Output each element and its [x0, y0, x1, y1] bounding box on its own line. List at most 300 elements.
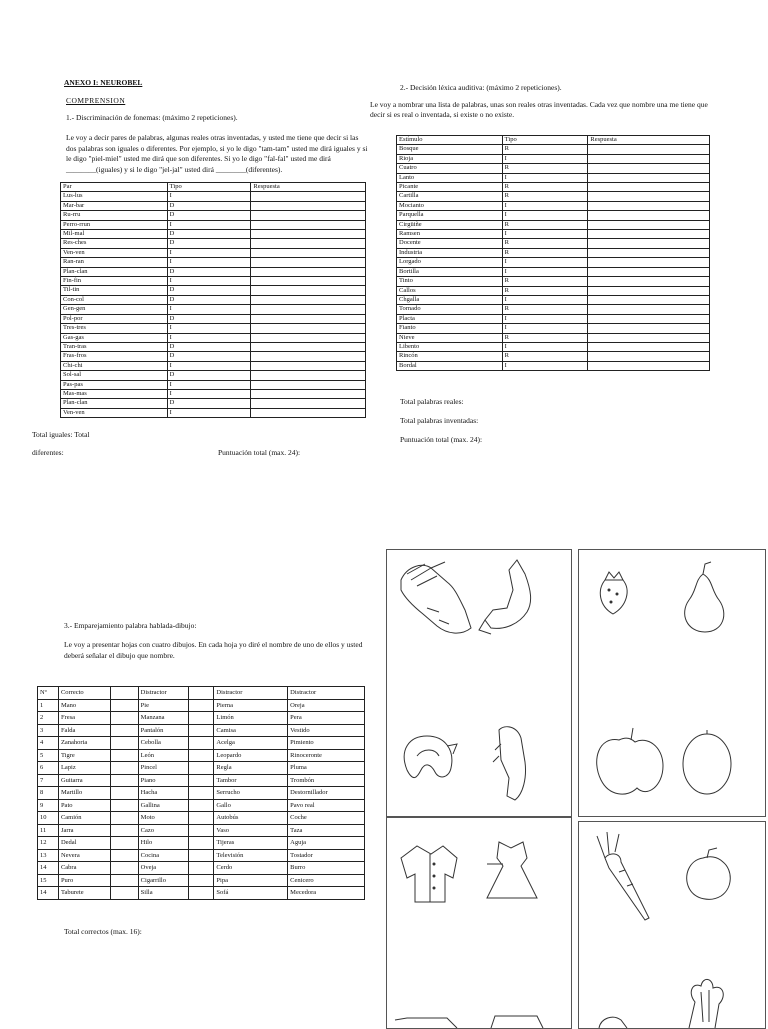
table-cell: Rioja [397, 154, 503, 163]
response-cell[interactable] [251, 399, 366, 408]
table-cell: Lorgado [397, 258, 503, 267]
stimulus-row [397, 342, 710, 351]
phoneme-row [61, 258, 366, 267]
table-cell: Autobús [214, 812, 288, 825]
stimulus-row [397, 286, 710, 295]
response-cell[interactable] [251, 380, 366, 389]
response-cell[interactable] [251, 408, 366, 417]
response-cell[interactable] [110, 699, 138, 712]
table-cell: 4 [38, 737, 59, 750]
table-cell: Mano [58, 699, 110, 712]
table-cell: 6 [38, 762, 59, 775]
response-cell[interactable] [110, 787, 138, 800]
response-cell[interactable] [251, 314, 366, 323]
table-cell: León [138, 749, 188, 762]
response-cell[interactable] [251, 389, 366, 398]
table-cell: Oreja [288, 699, 365, 712]
table-cell: I [167, 305, 251, 314]
response-cell[interactable] [588, 173, 710, 182]
phoneme-row [61, 192, 366, 201]
response-cell[interactable] [588, 352, 710, 361]
table-cell: Ramsen [397, 230, 503, 239]
table-cell: Destornillador [288, 787, 365, 800]
table-cell: Oveja [138, 862, 188, 875]
stimulus-row [397, 352, 710, 361]
response-cell[interactable] [188, 874, 214, 887]
response-cell[interactable] [588, 361, 710, 370]
response-cell[interactable] [588, 333, 710, 342]
table-cell: Coche [288, 812, 365, 825]
table-cell: Gallo [214, 799, 288, 812]
table-cell: 9 [38, 799, 59, 812]
phoneme-row [61, 399, 366, 408]
table-cell: Res-ches [61, 239, 168, 248]
response-cell[interactable] [251, 305, 366, 314]
table-cell: Falda [58, 724, 110, 737]
picture-sheet-clothes [386, 817, 572, 1029]
picture-item-row [38, 737, 365, 750]
table-header-cell: Tipo [167, 183, 251, 192]
picture-item-row [38, 749, 365, 762]
table-cell: Fras-fros [61, 352, 168, 361]
table-cell: Mecedora [288, 887, 365, 900]
response-cell[interactable] [588, 183, 710, 192]
response-cell[interactable] [588, 211, 710, 220]
table-header-cell: Correcto [58, 687, 110, 700]
table-cell: R [502, 248, 588, 257]
table-cell: R [502, 164, 588, 173]
response-cell[interactable] [251, 267, 366, 276]
table-cell: Tran-tras [61, 342, 168, 351]
table-cell: Til-tin [61, 286, 168, 295]
picture-item-row [38, 774, 365, 787]
table-cell: I [167, 277, 251, 286]
table-cell: R [502, 286, 588, 295]
response-cell[interactable] [188, 862, 214, 875]
picture-item-row [38, 799, 365, 812]
response-cell[interactable] [588, 295, 710, 304]
table-cell: Pimiento [288, 737, 365, 750]
total-inventadas: Total palabras inventadas: [400, 416, 479, 425]
table-cell: Moto [138, 812, 188, 825]
response-cell[interactable] [110, 874, 138, 887]
table-cell: I [167, 324, 251, 333]
phoneme-row [61, 220, 366, 229]
stimulus-row [397, 183, 710, 192]
table-cell: D [167, 295, 251, 304]
response-cell[interactable] [251, 342, 366, 351]
response-cell[interactable] [251, 286, 366, 295]
table-cell: Chgalla [397, 295, 503, 304]
response-cell[interactable] [188, 837, 214, 850]
phoneme-row [61, 408, 366, 417]
table-cell: 7 [38, 774, 59, 787]
table-header-cell: Respuesta [588, 136, 710, 145]
response-cell[interactable] [110, 774, 138, 787]
table-cell: Regla [214, 762, 288, 775]
response-cell[interactable] [588, 154, 710, 163]
table-cell: R [502, 239, 588, 248]
picture-item-row [38, 849, 365, 862]
stimulus-row [397, 173, 710, 182]
table-cell: Vestido [288, 724, 365, 737]
table-cell: Manzana [138, 712, 188, 725]
table-cell: I [167, 389, 251, 398]
table-cell: R [502, 183, 588, 192]
table-cell: I [502, 230, 588, 239]
stimulus-row [397, 201, 710, 210]
response-cell[interactable] [251, 352, 366, 361]
table-cell: Hacha [138, 787, 188, 800]
response-cell[interactable] [588, 305, 710, 314]
response-cell[interactable] [110, 724, 138, 737]
table-cell: Sofá [214, 887, 288, 900]
annex-title: ANEXO I: NEUROBEL [64, 78, 143, 87]
response-cell[interactable] [188, 749, 214, 762]
response-cell[interactable] [588, 286, 710, 295]
table-cell: Leopardo [214, 749, 288, 762]
table-cell: Rinoceronte [288, 749, 365, 762]
response-cell[interactable] [110, 762, 138, 775]
table-cell: 2 [38, 712, 59, 725]
response-cell[interactable] [188, 762, 214, 775]
response-cell[interactable] [110, 737, 138, 750]
table-cell: Limón [214, 712, 288, 725]
picture-sheet-body-parts [386, 549, 572, 817]
response-cell[interactable] [188, 812, 214, 825]
response-cell[interactable] [251, 295, 366, 304]
table-cell: Gallina [138, 799, 188, 812]
table-cell: D [167, 352, 251, 361]
response-cell[interactable] [588, 220, 710, 229]
table-cell: Mil-mal [61, 230, 168, 239]
response-cell[interactable] [588, 248, 710, 257]
response-cell[interactable] [588, 145, 710, 154]
phoneme-row [61, 239, 366, 248]
table-cell: Mas-mas [61, 389, 168, 398]
table-cell: Pipa [214, 874, 288, 887]
table-cell: Cocina [138, 849, 188, 862]
stimulus-row [397, 333, 710, 342]
response-cell[interactable] [110, 887, 138, 900]
table-cell: D [167, 211, 251, 220]
response-cell[interactable] [588, 314, 710, 323]
table-cell: Fresa [58, 712, 110, 725]
table-header-cell: Respuesta [251, 183, 366, 192]
leg-drawing [479, 560, 531, 634]
table-cell: Tambor [214, 774, 288, 787]
table-cell: Mar-bar [61, 201, 168, 210]
section3-title: 3.- Emparejamiento palabra hablada-dibujo: [64, 621, 197, 630]
response-cell[interactable] [188, 699, 214, 712]
table-cell: Cirgüiñe [397, 220, 503, 229]
response-cell[interactable] [251, 371, 366, 380]
table-cell: Picante [397, 183, 503, 192]
dress-drawing [487, 842, 537, 898]
table-cell: R [502, 305, 588, 314]
table-cell: Bortilla [397, 267, 503, 276]
table-cell: Taza [288, 824, 365, 837]
response-cell[interactable] [110, 712, 138, 725]
response-cell[interactable] [188, 824, 214, 837]
picture-item-row [38, 887, 365, 900]
response-cell[interactable] [588, 258, 710, 267]
table-cell: D [167, 239, 251, 248]
phoneme-row [61, 201, 366, 210]
stimulus-row [397, 239, 710, 248]
table-cell: R [502, 277, 588, 286]
table-cell: Nevera [58, 849, 110, 862]
response-cell[interactable] [110, 849, 138, 862]
table-cell: I [167, 361, 251, 370]
stimulus-row [397, 277, 710, 286]
section1-score: Puntuación total (max. 24): [218, 448, 301, 457]
table-cell: Cuatro [397, 164, 503, 173]
stimulus-row [397, 230, 710, 239]
phoneme-row [61, 286, 366, 295]
pepper-drawing [687, 848, 731, 899]
table-cell: Aguja [288, 837, 365, 850]
table-cell: I [502, 267, 588, 276]
table-cell: I [167, 258, 251, 267]
table-cell: D [167, 314, 251, 323]
total-iguales: Total iguales: Total [32, 430, 90, 439]
table-cell: Sol-sal [61, 371, 168, 380]
response-cell[interactable] [188, 724, 214, 737]
response-cell[interactable] [188, 774, 214, 787]
table-cell: Camisa [214, 724, 288, 737]
table-cell: Plan-clan [61, 399, 168, 408]
response-cell[interactable] [251, 192, 366, 201]
stimulus-row [397, 258, 710, 267]
pear-drawing [685, 562, 724, 632]
table-cell: Mocianto [397, 201, 503, 210]
carrot-drawing [597, 832, 649, 920]
total-correctos: Total correctos (max. 16): [64, 927, 142, 936]
table-header-cell: Par [61, 183, 168, 192]
table-header-row [397, 136, 710, 145]
table-cell: Cerdo [214, 862, 288, 875]
table-cell: Bordal [397, 361, 503, 370]
picture-matching-table [37, 686, 365, 900]
stimulus-row [397, 145, 710, 154]
table-cell: Cabra [58, 862, 110, 875]
table-cell: Lus-lus [61, 192, 168, 201]
table-cell: Vaso [214, 824, 288, 837]
table-cell: Lapiz [58, 762, 110, 775]
table-cell: R [502, 145, 588, 154]
response-cell[interactable] [251, 220, 366, 229]
table-cell: Docente [397, 239, 503, 248]
response-cell[interactable] [188, 712, 214, 725]
table-cell: Puro [58, 874, 110, 887]
phoneme-row [61, 333, 366, 342]
stimulus-row [397, 154, 710, 163]
table-cell: I [167, 220, 251, 229]
response-cell[interactable] [110, 824, 138, 837]
table-cell: Gen-gen [61, 305, 168, 314]
response-cell[interactable] [251, 333, 366, 342]
response-cell[interactable] [188, 799, 214, 812]
response-cell[interactable] [188, 887, 214, 900]
table-cell: Placta [397, 314, 503, 323]
table-cell: Tigre [58, 749, 110, 762]
table-header-cell: Tipo [502, 136, 588, 145]
response-cell[interactable] [588, 230, 710, 239]
section2-instructions: Le voy a nombrar una lista de palabras, unas son reales otras inventadas. Cada vez que nombre una me tiene que decir si es real o inventada, si existe o no existe. [370, 100, 708, 119]
table-header-cell [110, 687, 138, 700]
table-cell: I [502, 361, 588, 370]
picture-item-row [38, 699, 365, 712]
table-cell: 3 [38, 724, 59, 737]
table-cell: I [502, 342, 588, 351]
response-cell[interactable] [588, 164, 710, 173]
section2-title: 2.- Decisión léxica auditiva: (máximo 2 repeticiones). [400, 83, 562, 92]
table-header-cell: Distractor [214, 687, 288, 700]
table-cell: 12 [38, 837, 59, 850]
table-cell: Pas-pas [61, 380, 168, 389]
table-cell: Guitarra [58, 774, 110, 787]
response-cell[interactable] [251, 324, 366, 333]
response-cell[interactable] [188, 787, 214, 800]
table-cell: R [502, 352, 588, 361]
table-cell: Cigarrillo [138, 874, 188, 887]
table-cell: 1 [38, 699, 59, 712]
response-cell[interactable] [188, 737, 214, 750]
response-cell[interactable] [110, 862, 138, 875]
table-cell: Chi-chi [61, 361, 168, 370]
response-cell[interactable] [251, 248, 366, 257]
table-header-row [61, 183, 366, 192]
stimulus-row [397, 192, 710, 201]
table-cell: Ru-rru [61, 211, 168, 220]
stimulus-row [397, 324, 710, 333]
response-cell[interactable] [251, 361, 366, 370]
phoneme-table [60, 182, 366, 418]
table-cell: Nieve [397, 333, 503, 342]
table-cell: D [167, 286, 251, 295]
stimulus-row [397, 305, 710, 314]
table-cell: Tornado [397, 305, 503, 314]
picture-item-row [38, 724, 365, 737]
stimulus-row [397, 361, 710, 370]
table-cell: Ven-ven [61, 248, 168, 257]
response-cell[interactable] [588, 192, 710, 201]
table-cell: Camión [58, 812, 110, 825]
response-cell[interactable] [251, 211, 366, 220]
table-header-cell: Distractor [288, 687, 365, 700]
response-cell[interactable] [588, 239, 710, 248]
response-cell[interactable] [588, 277, 710, 286]
table-cell: I [167, 408, 251, 417]
apple-drawing [597, 728, 663, 794]
table-cell: Burro [288, 862, 365, 875]
table-cell: I [502, 201, 588, 210]
phoneme-row [61, 371, 366, 380]
table-cell: Lanto [397, 173, 503, 182]
table-cell: Pol-por [61, 314, 168, 323]
table-cell: D [167, 267, 251, 276]
table-cell: Pluma [288, 762, 365, 775]
table-cell: 15 [38, 874, 59, 887]
response-cell[interactable] [588, 324, 710, 333]
response-cell[interactable] [588, 267, 710, 276]
table-cell: 14 [38, 862, 59, 875]
table-cell: Zanahoria [58, 737, 110, 750]
table-cell: Pincel [138, 762, 188, 775]
response-cell[interactable] [251, 230, 366, 239]
table-cell: I [167, 248, 251, 257]
response-cell[interactable] [588, 342, 710, 351]
picture-item-row [38, 787, 365, 800]
response-cell[interactable] [110, 837, 138, 850]
picture-item-row [38, 812, 365, 825]
table-cell: Trombón [288, 774, 365, 787]
chard-drawing [689, 979, 723, 1028]
table-cell: Dedal [58, 837, 110, 850]
table-header-row [38, 687, 365, 700]
response-cell[interactable] [251, 277, 366, 286]
table-cell: Pie [138, 699, 188, 712]
table-cell: I [502, 154, 588, 163]
table-cell: 8 [38, 787, 59, 800]
table-cell: Fianto [397, 324, 503, 333]
table-cell: Acelga [214, 737, 288, 750]
phoneme-row [61, 361, 366, 370]
table-cell: D [167, 371, 251, 380]
phoneme-row [61, 230, 366, 239]
shirt-drawing [401, 846, 457, 902]
picture-item-row [38, 862, 365, 875]
table-cell: Perro-rrun [61, 220, 168, 229]
table-cell: Martillo [58, 787, 110, 800]
phoneme-row [61, 342, 366, 351]
stimulus-row [397, 211, 710, 220]
hand-drawing [401, 562, 471, 633]
table-cell: I [502, 211, 588, 220]
table-cell: Ven-ven [61, 408, 168, 417]
response-cell[interactable] [588, 201, 710, 210]
phoneme-row [61, 211, 366, 220]
picture-item-row [38, 762, 365, 775]
response-cell[interactable] [251, 239, 366, 248]
foot-drawing [493, 727, 526, 800]
table-cell: Hilo [138, 837, 188, 850]
response-cell[interactable] [251, 258, 366, 267]
phoneme-row [61, 389, 366, 398]
table-cell: Pavo real [288, 799, 365, 812]
table-cell: R [502, 333, 588, 342]
table-cell: Callos [397, 286, 503, 295]
response-cell[interactable] [110, 812, 138, 825]
response-cell[interactable] [251, 201, 366, 210]
stimulus-row [397, 295, 710, 304]
response-cell[interactable] [110, 799, 138, 812]
total-diferentes: diferentes: [32, 448, 64, 457]
table-cell: Tostador [288, 849, 365, 862]
table-cell: R [502, 220, 588, 229]
strawberry-drawing [600, 572, 627, 614]
section2-score: Puntuación total (max. 24): [400, 435, 483, 444]
section1-title: 1.- Discriminación de fonemas: (máximo 2 repeticiones). [66, 113, 238, 122]
response-cell[interactable] [110, 749, 138, 762]
table-cell: Televisión [214, 849, 288, 862]
table-cell: 5 [38, 749, 59, 762]
stimulus-row [397, 164, 710, 173]
response-cell[interactable] [188, 849, 214, 862]
trousers-drawing [491, 1016, 543, 1028]
stimulus-row [397, 314, 710, 323]
